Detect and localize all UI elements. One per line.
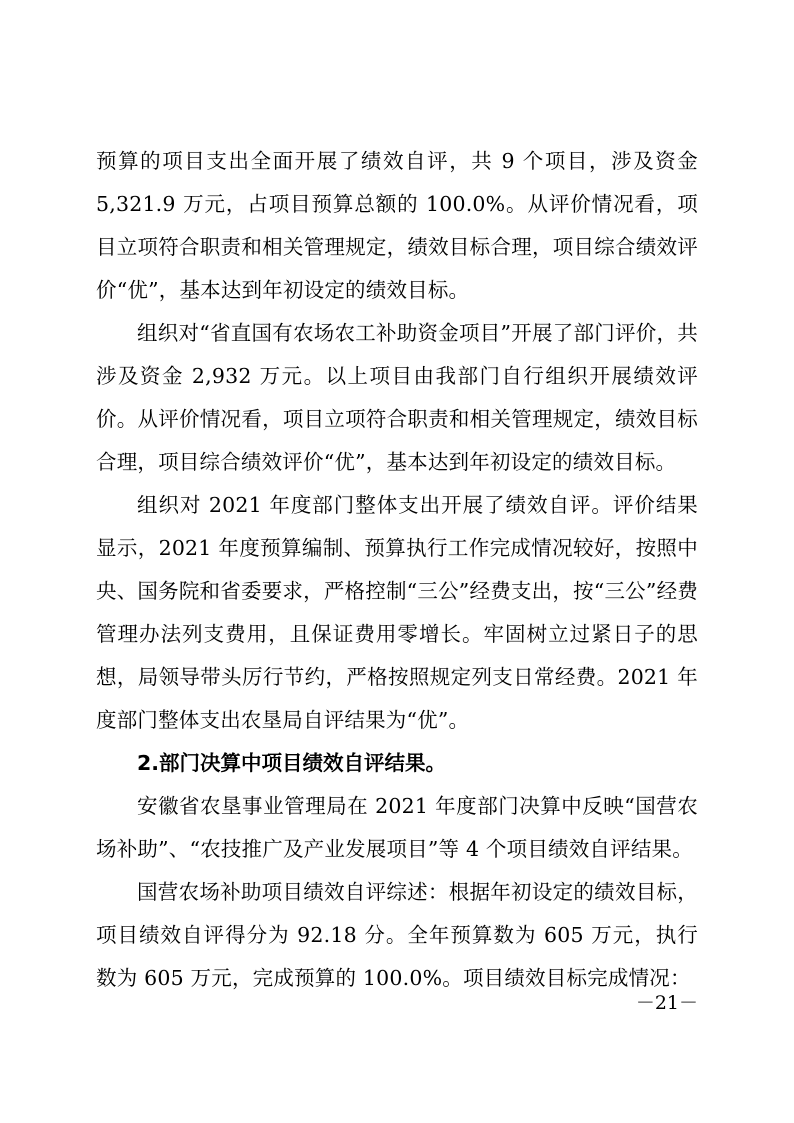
paragraph-continuation: 预算的项目支出全面开展了绩效自评，共 9 个项目，涉及资金 5,321.9 万元，占项目预算总额的 100.0%。从评价情况看，项目立项符合职责和相关管理规定，绩效目标合理，项目综合绩效评价“优”，基本达到年初设定的绩效目标。 [96, 149, 698, 302]
paragraph-farm-subsidy-summary: 国营农场补助项目绩效自评综述：根据年初设定的绩效目标，项目绩效自评得分为 92.18 分。全年预算数为 605 万元，执行数为 605 万元，完成预算的 100.0%。项目绩效目标完成情况： [96, 880, 698, 990]
document-body [96, 140, 698, 1000]
paragraph-self-evaluation-results: 安徽省农垦事业管理局在 2021 年度部门决算中反映“国营农场补助”、“农技推广及产业发展项目”等 4 个项目绩效自评结果。 [96, 794, 698, 861]
paragraph-overall-expenditure: 组织对 2021 年度部门整体支出开展了绩效自评。评价结果显示，2021 年度预算编制、预算执行工作完成情况较好，按照中央、国务院和省委要求，严格控制“三公”经费支出，按“三公”经费管理办法列支费用，且保证费用零增长。牢固树立过紧日子的思想，局领导带头厉行节约，严格按照规定列支日常经费。2021 年度部门整体支出农垦局自评结果为“优”。 [96, 493, 698, 732]
section-heading: 2.部门决算中项目绩效自评结果。 [137, 751, 447, 775]
paragraph-department-evaluation: 组织对“省直国有农场农工补助资金项目”开展了部门评价，共涉及资金 2,932 万元。以上项目由我部门自行组织开展绩效评价。从评价情况看，项目立项符合职责和相关管理规定，绩效目标合理，项目综合绩效评价“优”，基本达到年初设定的绩效目标。 [96, 321, 698, 474]
page-number: －21－ [635, 992, 698, 1014]
